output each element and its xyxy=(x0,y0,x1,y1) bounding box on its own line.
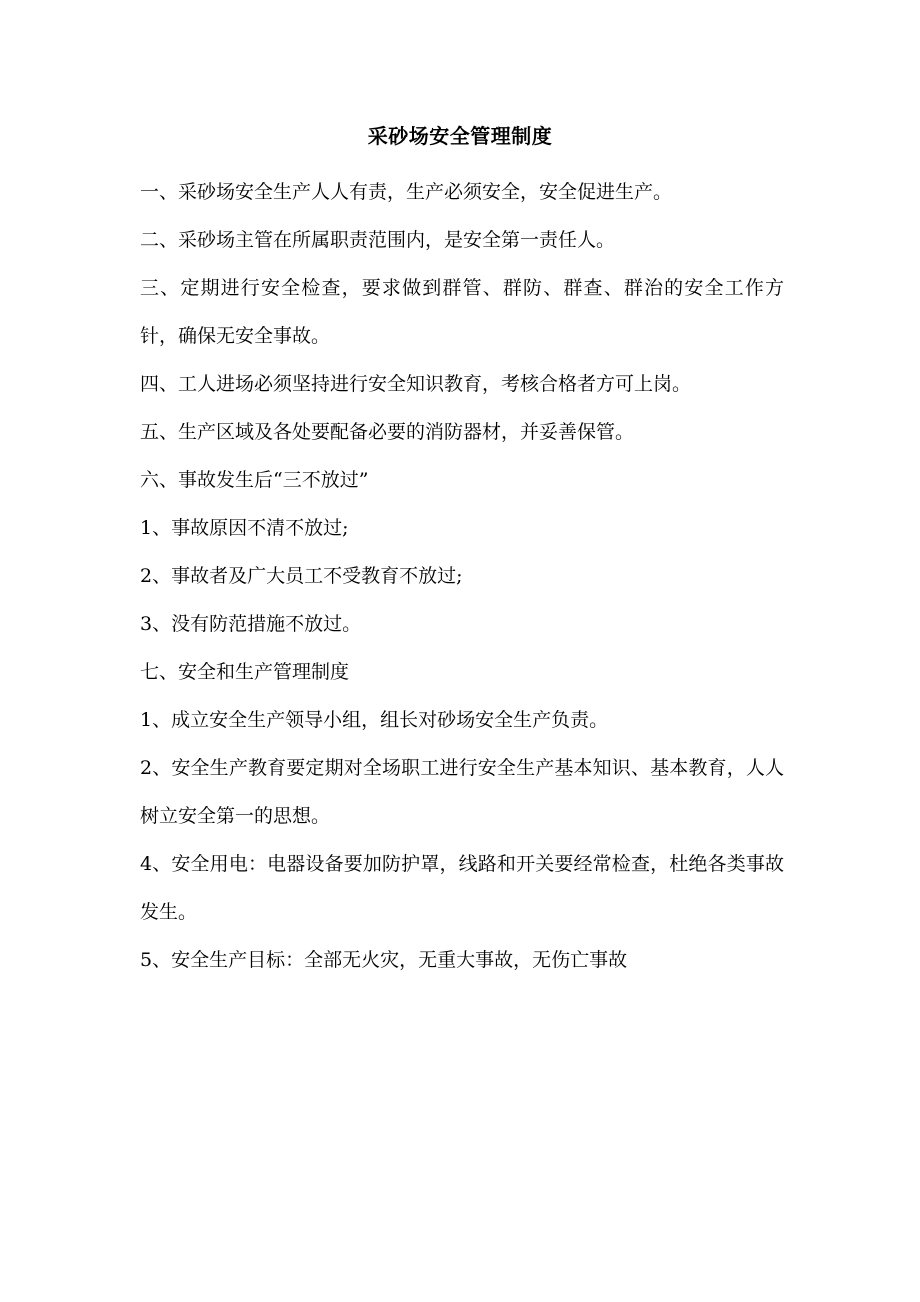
list-item-7-5: 5、安全生产目标：全部无火灾，无重大事故，无伤亡事故 xyxy=(140,949,628,971)
list-item-7-1: 1、成立安全生产领导小组，组长对砂场安全生产负责。 xyxy=(140,709,609,731)
paragraph-7: 七、安全和生产管理制度 xyxy=(140,661,350,683)
paragraph-1: 一、采砂场安全生产人人有责，生产必须安全，安全促进生产。 xyxy=(140,181,673,203)
page-title: 采砂场安全管理制度 xyxy=(367,124,553,148)
list-item-7-4: 4、安全用电：电器设备要加防护罩，线路和开关要经常检查，杜绝各类事故发生。 xyxy=(140,853,784,923)
list-item-7-2: 2、安全生产教育要定期对全场职工进行安全生产基本知识、基本教育，人人树立安全第一的思想。 xyxy=(140,757,784,827)
list-item-6-3: 3、没有防范措施不放过。 xyxy=(140,613,362,635)
list-item-6-2: 2、事故者及广大员工不受教育不放过; xyxy=(140,565,463,587)
paragraph-3: 三、定期进行安全检查，要求做到群管、群防、群查、群治的安全工作方针，确保无安全事故。 xyxy=(140,277,784,347)
paragraph-4: 四、工人进场必须坚持进行安全知识教育，考核合格者方可上岗。 xyxy=(140,373,692,395)
document-body xyxy=(140,168,784,984)
paragraph-5: 五、生产区域及各处要配备必要的消防器材，并妥善保管。 xyxy=(140,421,635,443)
paragraph-2: 二、采砂场主管在所属职责范围内，是安全第一责任人。 xyxy=(140,229,616,251)
paragraph-6: 六、事故发生后“三不放过” xyxy=(140,469,369,491)
list-item-6-1: 1、事故原因不清不放过; xyxy=(140,517,349,539)
